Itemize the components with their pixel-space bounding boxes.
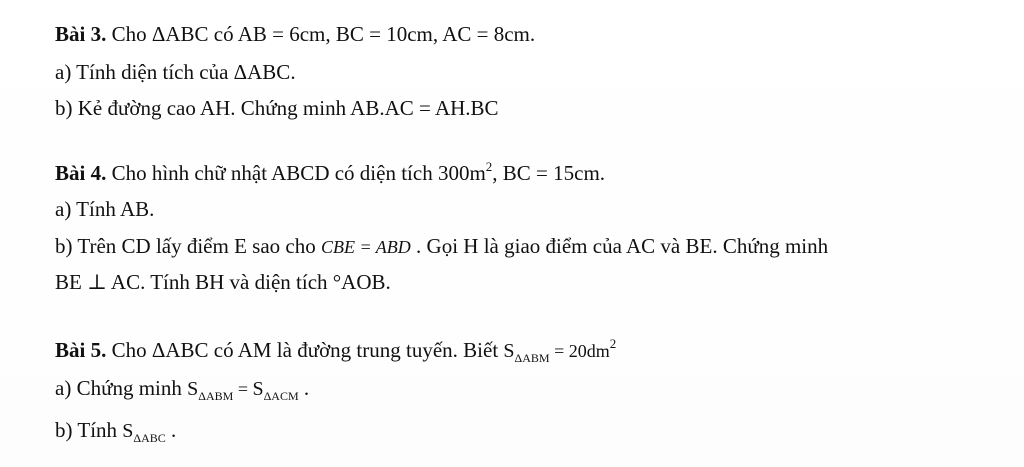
bai5-area-abc-symbol: S — [122, 420, 134, 442]
bai4-heading: Bài 4. — [55, 161, 107, 185]
bai5-area-abm-subscript: ΔABM — [198, 389, 234, 403]
bai3-heading: Bài 3. — [55, 22, 107, 46]
bai4-exponent: 2 — [485, 159, 493, 174]
bai4-part-b-text-end: . Gọi H là giao điểm của AC và BE. Chứng minh — [410, 234, 829, 258]
bai5-equals: = — [233, 379, 253, 399]
bai5-part-b-end: . — [165, 418, 177, 442]
bai5-statement — [55, 336, 617, 365]
bai3-part-a: a) Tính diện tích của ΔABC. — [55, 60, 296, 84]
bai4-part-b-line2: BE ⊥ AC. Tính BH và diện tích °AOB. — [55, 270, 391, 294]
bai5-part-a-end: . — [298, 376, 310, 400]
bai5-area-acm-subscript: ΔACM — [263, 389, 299, 403]
bai5-heading: Bài 5. — [55, 338, 107, 362]
bai5-part-b — [55, 418, 177, 445]
bai5-part-b-text: b) Tính — [55, 418, 123, 442]
bai4-text-end: , BC = 15cm. — [492, 161, 606, 185]
bai4-part-b — [55, 236, 828, 257]
bai3-text: Cho ΔABC có AB = 6cm, BC = 10cm, AC = 8cm. — [106, 22, 536, 46]
bai4-part-b-text: b) Trên CD lấy điểm E sao cho — [55, 234, 321, 258]
bai4-text: Cho hình chữ nhật ABCD có diện tích 300m — [106, 161, 486, 185]
bai4-statement — [55, 159, 606, 185]
bai5-part-a-text: a) Chứng minh — [55, 376, 188, 400]
bai5-area-symbol: S — [503, 340, 515, 362]
bai5-area-value: = 20dm — [549, 341, 610, 361]
bai4-angle-equation: CBE = ABD — [320, 237, 411, 257]
bai5-area-exponent: 2 — [609, 336, 617, 351]
bai5-text: Cho ΔABC có AM là đường trung tuyến. Biết — [106, 338, 504, 362]
bai3-statement — [55, 24, 535, 45]
bai4-part-a: a) Tính AB. — [55, 197, 155, 221]
bai5-area-abm-symbol: S — [187, 378, 199, 400]
bai5-area-subscript: ΔABM — [514, 351, 550, 365]
bai3-part-b: b) Kẻ đường cao AH. Chứng minh AB.AC = AH.BC — [55, 96, 499, 120]
bai5-area-acm-symbol: S — [252, 378, 264, 400]
bai5-area-abc-subscript: ΔABC — [133, 431, 166, 445]
bai5-part-a — [55, 376, 310, 403]
